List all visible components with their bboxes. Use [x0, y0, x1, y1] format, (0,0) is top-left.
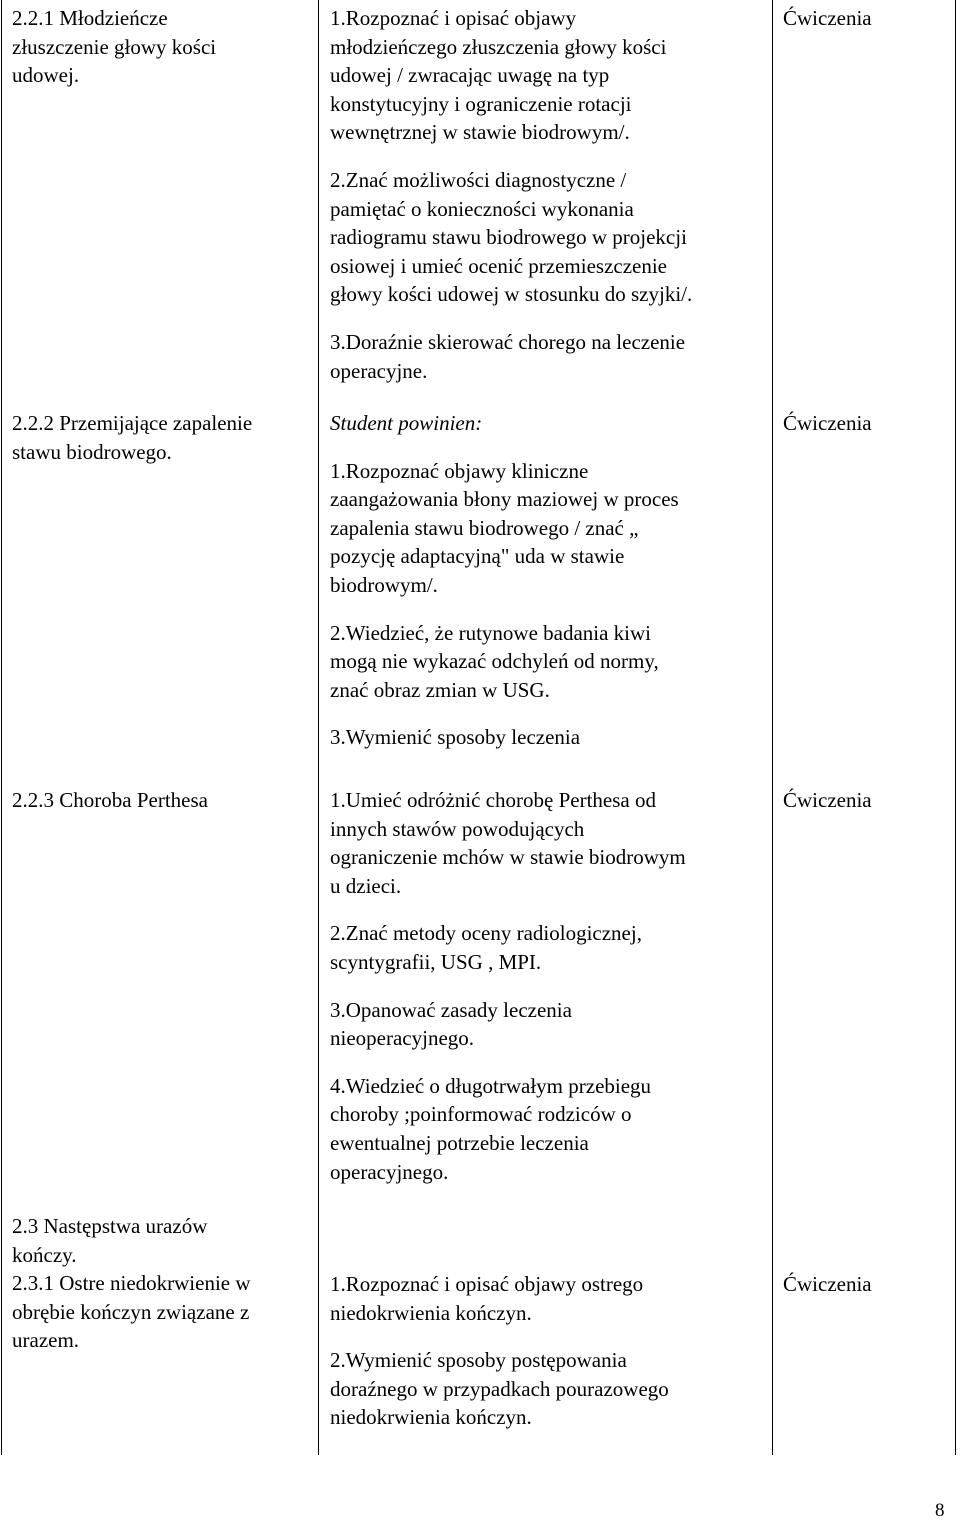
objective-item: [330, 723, 770, 752]
objective-line: innych stawów powodujących: [330, 816, 585, 841]
objectives-cell: [330, 1270, 770, 1432]
objective-line: 3.Doraźnie skierować chorego na leczenie: [330, 329, 686, 354]
form-label: Ćwiczenia: [783, 1272, 872, 1296]
objective-line: niedokrwienia kończyn.: [330, 1405, 532, 1430]
objective-line: choroby ;poinformować rodziców o: [330, 1102, 632, 1127]
objectives-cell: [330, 4, 770, 385]
topic-line: 2.3 Następstwa urazów: [12, 1214, 208, 1238]
objective-line: 3.Wymienić sposoby leczenia: [330, 725, 581, 750]
objective-item: [330, 457, 770, 600]
form-cell: [783, 409, 953, 438]
objective-line: wewnętrznej w stawie biodrowym/.: [330, 120, 630, 145]
topic-cell: [12, 409, 310, 466]
objective-line: 1.Rozpoznać objawy kliniczne: [330, 458, 589, 483]
column-divider-1: [318, 0, 319, 1455]
form-cell: [783, 786, 953, 815]
objective-item: [330, 328, 770, 385]
topic-line: 2.2.3 Choroba Perthesa: [12, 788, 208, 812]
objective-line: u dzieci.: [330, 873, 402, 898]
objective-line: 2.Wymienić sposoby postępowania: [330, 1348, 627, 1373]
objective-line: ograniczenie mchów w stawie biodrowym: [330, 845, 686, 870]
topic-line: obrębie kończyn związane z: [12, 1299, 250, 1324]
objective-line: 1.Umieć odróżnić chorobę Perthesa od: [330, 788, 656, 812]
objective-line: scyntygrafii, USG , MPI.: [330, 949, 542, 974]
form-cell: [783, 4, 953, 33]
topic-cell: [12, 1212, 310, 1355]
topic-line: udowej.: [12, 63, 80, 88]
objective-line: operacyjne.: [330, 358, 428, 383]
topic-line: 2.2.1 Młodzieńcze: [12, 6, 168, 30]
topic-line: 2.3.1 Ostre niedokrwienie w: [12, 1271, 251, 1296]
form-label: Ćwiczenia: [783, 6, 872, 30]
objective-item: [330, 619, 770, 705]
objective-line: znać obraz zmian w USG.: [330, 677, 550, 702]
objectives-intro: Student powinien:: [330, 411, 483, 435]
form-label: Ćwiczenia: [783, 411, 872, 435]
table-right-border: [955, 0, 956, 1455]
objective-line: doraźnego w przypadkach pourazowego: [330, 1376, 669, 1401]
objective-line: 1.Rozpoznać i opisać objawy ostrego: [330, 1272, 644, 1296]
topic-line: stawu biodrowego.: [12, 439, 172, 464]
objective-line: konstytucyjny i ograniczenie rotacji: [330, 91, 632, 116]
objective-line: pamiętać o konieczności wykonania: [330, 196, 634, 221]
objective-line: niedokrwienia kończyn.: [330, 1300, 532, 1325]
objective-line: operacyjnego.: [330, 1159, 449, 1184]
objective-item: [330, 996, 770, 1053]
topic-line: złuszczenie głowy kości: [12, 34, 217, 59]
objective-line: 1.Rozpoznać i opisać objawy: [330, 6, 577, 30]
objective-line: głowy kości udowej w stosunku do szyjki/.: [330, 282, 693, 307]
form-label: Ćwiczenia: [783, 788, 872, 812]
objective-item: [330, 4, 770, 147]
objective-line: 3.Opanować zasady leczenia: [330, 997, 572, 1022]
objective-item: [330, 166, 770, 309]
topic-line: 2.2.2 Przemijające zapalenie: [12, 411, 253, 435]
objective-line: osiowej i umieć ocenić przemieszczenie: [330, 253, 668, 278]
objective-item: [330, 1270, 770, 1327]
form-cell: [783, 1270, 953, 1299]
objective-line: pozycję adaptacyjną" uda w stawie: [330, 544, 625, 569]
objective-line: udowej / zwracając uwagę na typ: [330, 63, 610, 88]
column-divider-2: [772, 0, 773, 1455]
topic-line: urazem.: [12, 1328, 80, 1353]
table-left-border: [1, 0, 2, 1455]
objective-line: zaangażowania błony maziowej w proces: [330, 487, 679, 512]
objective-item: [330, 1346, 770, 1432]
objective-line: zapalenia stawu biodrowego / znać „: [330, 515, 639, 540]
objective-line: młodzieńczego złuszczenia głowy kości: [330, 34, 667, 59]
page-number: 8: [935, 1500, 945, 1521]
topic-cell: [12, 4, 310, 90]
objectives-cell: [330, 786, 770, 1186]
objective-line: biodrowym/.: [330, 572, 438, 597]
topic-cell: [12, 786, 310, 815]
objective-item: [330, 786, 770, 900]
objective-line: mogą nie wykazać odchyleń od normy,: [330, 649, 659, 674]
objective-line: radiogramu stawu biodrowego w projekcji: [330, 225, 687, 250]
objective-item: [330, 919, 770, 976]
objectives-cell: [330, 409, 770, 752]
objective-line: 4.Wiedzieć o długotrwałym przebiegu: [330, 1073, 652, 1098]
objective-line: 2.Znać możliwości diagnostyczne /: [330, 167, 627, 192]
objective-line: nieoperacyjnego.: [330, 1026, 475, 1051]
objective-line: ewentualnej potrzebie leczenia: [330, 1130, 589, 1155]
topic-line: kończy.: [12, 1242, 77, 1267]
objective-line: 2.Znać metody oceny radiologicznej,: [330, 921, 642, 946]
objective-line: 2.Wiedzieć, że rutynowe badania kiwi: [330, 620, 652, 645]
objective-item: [330, 1072, 770, 1186]
